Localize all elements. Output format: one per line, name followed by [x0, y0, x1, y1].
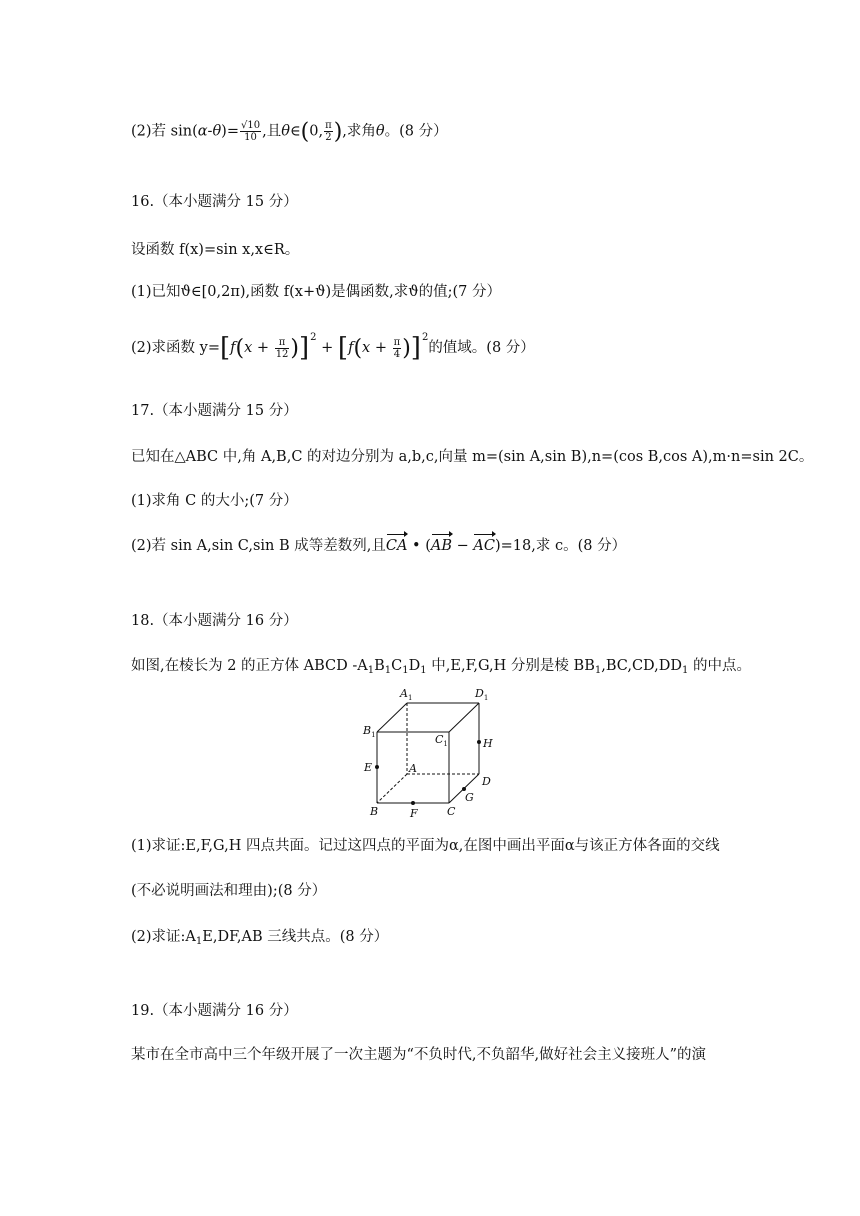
q19-header: 19.（本小题满分 16 分）	[131, 1003, 298, 1019]
label-c1: $C_1$	[435, 733, 448, 748]
vector-ac: AC	[473, 538, 495, 554]
pi-over-2: $\frac{\pi}{2}$	[325, 120, 332, 143]
label-d1: $D_1$	[475, 687, 489, 702]
q16-part2: (2)求函数 y=[f(x + $\frac{\pi}{12}$ )]$^2$ + [f(x + $\frac{\pi}{4}$ )]$^2$的值域。(8 分）	[131, 332, 535, 363]
pi-over-12: $\frac{\pi}{12}$	[275, 336, 289, 360]
label-d: D	[482, 775, 491, 788]
edge-b1a1	[377, 703, 407, 732]
q15-part2: (2)若 sin(α-θ)= $\frac{√10}{10}$ ,且θ∈(0, $\frac{\pi}{2}$ ),求角θ。(8 分）	[131, 119, 448, 145]
q16-part1: (1)已知ϑ∈[0,2π),函数 f(x+ϑ)是偶函数,求ϑ的值;(7 分）	[131, 284, 501, 300]
q18-part1-line2: (不必说明画法和理由);(8 分）	[131, 883, 327, 899]
q18-part1-line1: (1)求证:E,F,G,H 四点共面。记过这四点的平面为α,在图中画出平面α与该正方体各面的交线	[131, 838, 720, 854]
label-a: A	[409, 762, 417, 775]
point-e	[375, 765, 379, 769]
label-b1: $B_1$	[363, 724, 376, 739]
vector-ab: AB	[430, 538, 453, 554]
label-e: E	[364, 761, 373, 774]
pi-over-4: $\frac{\pi}{4}$	[393, 336, 401, 360]
label-f: F	[410, 807, 418, 820]
edge-ab-hidden	[377, 774, 407, 803]
q17-intro: 已知在△ABC 中,角 A,B,C 的对边分别为 a,b,c,向量 m=(sin A,sin B),n=(cos B,cos A),m·n=sin 2C。	[131, 449, 814, 465]
edge-d1c1	[449, 703, 479, 732]
q17-part1: (1)求角 C 的大小;(7 分）	[131, 493, 298, 509]
q18-part2: (2)求证$:A_1E,DF,AB$ 三线共点。(8 分）	[131, 929, 389, 947]
q17-header: 17.（本小题满分 15 分）	[131, 403, 298, 419]
sqrt10-over-10: $\frac{√10}{10}$	[240, 120, 261, 143]
label-h: H	[483, 737, 493, 750]
cube-figure	[360, 686, 510, 820]
q16-intro: 设函数 f(x)=sin x,x∈R。	[131, 242, 300, 258]
label-g: G	[465, 791, 474, 804]
label-a1: $A_1$	[400, 687, 413, 702]
vector-ca: CA	[385, 538, 408, 554]
q19-intro: 某市在全市高中三个年级开展了一次主题为“不负时代,不负韶华,做好社会主义接班人”的演	[131, 1047, 707, 1063]
label-c: C	[447, 805, 456, 818]
q18-header: 18.（本小题满分 16 分）	[131, 613, 298, 629]
q18-intro: 如图,在棱长为 2 的正方体 ABCD $-A_1B_1C_1D_1$ 中,E,F,G,H 分别是棱 $BB_1,BC,CD,DD_1$ 的中点。	[131, 658, 752, 676]
point-f	[411, 801, 415, 805]
q17-part2: (2)若 sin A,sin C,sin B 成等差数列,且CA • (AB − AC)=18,求 c。(8 分）	[131, 538, 627, 554]
point-h	[477, 740, 481, 744]
q16-header: 16.（本小题满分 15 分）	[131, 194, 298, 210]
label-b: B	[370, 805, 379, 818]
